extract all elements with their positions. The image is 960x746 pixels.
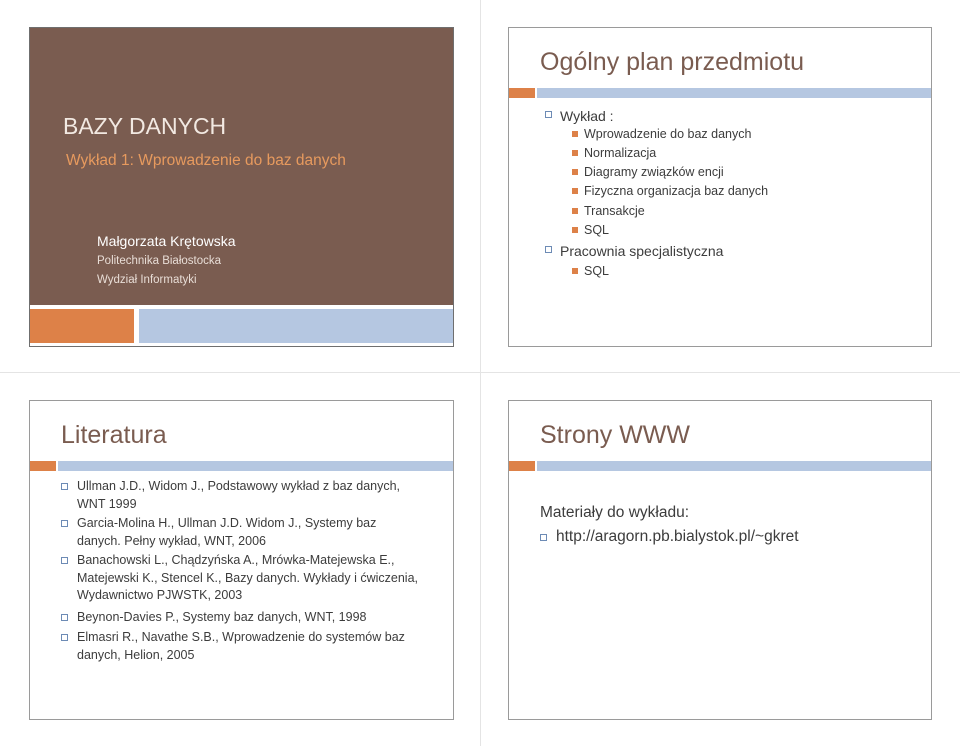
slide-literature <box>29 400 454 720</box>
lecture-subtitle: Wykład 1: Wprowadzenie do baz danych <box>66 152 346 169</box>
course-website-link[interactable]: http://aragorn.pb.bialystok.pl/~gkret <box>556 528 799 546</box>
slide-heading: Strony WWW <box>540 421 690 449</box>
section-lab: Pracownia specjalistyczna <box>560 243 723 259</box>
page-divider-horizontal <box>0 372 960 373</box>
header-bar-orange <box>509 461 535 471</box>
square-bullet-icon <box>572 208 578 214</box>
square-bullet-icon <box>572 227 578 233</box>
page-divider-vertical <box>480 0 481 746</box>
slide-title-page <box>29 27 454 347</box>
slide-heading: Ogólny plan przedmiotu <box>540 48 805 76</box>
section-lecture: Wykład : <box>560 108 614 124</box>
square-bullet-icon <box>61 557 68 564</box>
square-bullet-icon <box>572 150 578 156</box>
list-item: SQL <box>584 264 609 278</box>
list-item: Diagramy związków encji <box>584 165 724 179</box>
slide-websites <box>508 400 932 720</box>
square-bullet-icon <box>61 634 68 641</box>
header-bar-blue <box>58 461 453 471</box>
header-bar-orange <box>30 461 56 471</box>
reference-item: Banachowski L., Chądzyńska A., Mrówka-Matejewska E., Matejewski K., Stencel K., Bazy danych. Wykłady i ćwiczenia, Wydawnictwo PJWSTK, 2003 <box>77 552 422 605</box>
affiliation-university: Politechnika Białostocka <box>97 255 222 267</box>
course-title: BAZY DANYCH <box>63 113 227 139</box>
list-item: Fizyczna organizacja baz danych <box>584 184 768 198</box>
accent-block-blue <box>139 309 453 343</box>
square-bullet-icon <box>572 169 578 175</box>
list-item: Wprowadzenie do baz danych <box>584 127 751 141</box>
header-bar-blue <box>537 461 931 471</box>
square-bullet-icon <box>572 268 578 274</box>
square-bullet-icon <box>61 614 68 621</box>
reference-item: Beynon-Davies P., Systemy baz danych, WNT, 1998 <box>77 609 422 627</box>
square-bullet-icon <box>572 131 578 137</box>
list-item: Transakcje <box>584 204 645 218</box>
header-bar-orange <box>509 88 535 98</box>
square-bullet-icon <box>61 520 68 527</box>
slide-heading: Literatura <box>61 421 167 449</box>
affiliation-faculty: Wydział Informatyki <box>97 274 197 286</box>
materials-heading: Materiały do wykładu: <box>540 504 690 521</box>
square-bullet-icon <box>61 483 68 490</box>
square-bullet-icon <box>540 534 547 541</box>
header-bar-blue <box>537 88 931 98</box>
list-item: Normalizacja <box>584 146 656 160</box>
square-bullet-icon <box>545 246 552 253</box>
accent-block-orange <box>30 309 134 343</box>
reference-item: Elmasri R., Navathe S.B., Wprowadzenie do systemów baz danych, Helion, 2005 <box>77 629 422 664</box>
reference-item: Ullman J.D., Widom J., Podstawowy wykład z baz danych, WNT 1999 <box>77 478 422 513</box>
square-bullet-icon <box>545 111 552 118</box>
slide-course-plan <box>508 27 932 347</box>
square-bullet-icon <box>572 188 578 194</box>
author-name: Małgorzata Krętowska <box>97 233 236 249</box>
reference-item: Garcia-Molina H., Ullman J.D. Widom J., Systemy baz danych. Pełny wykład, WNT, 2006 <box>77 515 422 550</box>
list-item: SQL <box>584 223 609 237</box>
